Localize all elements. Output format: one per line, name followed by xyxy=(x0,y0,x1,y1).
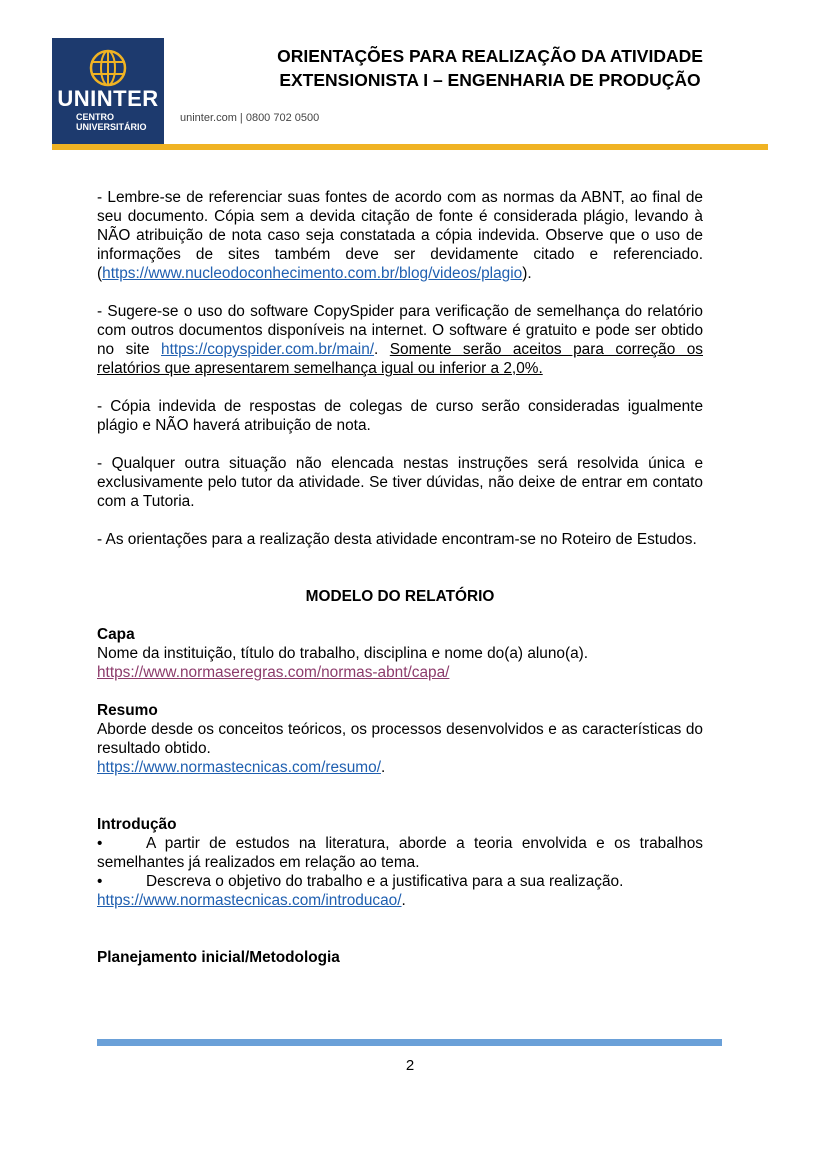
paragraph-copy-colleagues: - Cópia indevida de respostas de colegas de curso serão consideradas igualmente plágio e NÃO haverá atribuição de nota. xyxy=(97,398,703,434)
bullet-icon: • xyxy=(97,835,103,852)
header-divider xyxy=(52,144,768,150)
introducao-item-1-text: A partir de estudos na literatura, aborde a teoria envolvida e os trabalhos semelhantes já realizados em relação ao tema. xyxy=(97,835,703,871)
paragraph-other-situations: - Qualquer outra situação não elencada nestas instruções será resolvida única e exclusivamente pelo tutor da atividade. Se tiver dúvidas, não deixe de entrar em contato com a Tutoria. xyxy=(97,455,703,510)
introducao-item-2 xyxy=(97,872,703,891)
introducao-link-end: . xyxy=(401,892,406,909)
capa-link[interactable]: https://www.normaseregras.com/normas-abnt/capa/ xyxy=(97,664,450,681)
logo-sub-line-2: UNIVERSITÁRIO xyxy=(76,122,147,132)
globe-icon xyxy=(86,48,130,88)
similarity-rule-text: Somente serão aceitos para correção os relatórios que apresentarem semelhança igual ou inferior a 2,0%. xyxy=(97,341,703,377)
plagio-link[interactable]: https://www.nucleodoconhecimento.com.br/blog/videos/plagio xyxy=(102,265,523,282)
introducao-item-1 xyxy=(97,834,703,872)
page-number: 2 xyxy=(405,1057,415,1074)
model-heading: MODELO DO RELATÓRIO xyxy=(305,588,495,605)
introducao-heading: Introdução xyxy=(97,816,177,833)
paragraph-study-guide: - As orientações para a realização desta atividade encontram-se no Roteiro de Estudos. xyxy=(97,531,697,548)
footer-divider xyxy=(97,1039,722,1046)
resumo-link-end: . xyxy=(380,759,386,776)
paragraph-copyspider-mid: . xyxy=(374,341,390,358)
paragraph-copyspider xyxy=(97,302,703,378)
resumo-heading: Resumo xyxy=(97,702,158,719)
title-line-2: EXTENSIONISTA I – ENGENHARIA DE PRODUÇÃO xyxy=(279,70,701,90)
logo-subtitle xyxy=(76,112,147,132)
paragraph-references xyxy=(97,188,703,283)
copyspider-link[interactable]: https://copyspider.com.br/main/ xyxy=(161,341,375,358)
resumo-text: Aborde desde os conceitos teóricos, os processos desenvolvidos e as características do resultado obtido. xyxy=(97,721,703,757)
document-body xyxy=(97,188,703,967)
contact-info: uninter.com | 0800 702 0500 xyxy=(180,112,320,124)
title-line-1: ORIENTAÇÕES PARA REALIZAÇÃO DA ATIVIDADE xyxy=(277,46,703,66)
bullet-icon: • xyxy=(97,873,103,890)
paragraph-references-end: ). xyxy=(522,265,532,282)
document-title xyxy=(190,44,790,92)
introducao-item-2-text: Descreva o objetivo do trabalho e a justificativa para a sua realização. xyxy=(146,873,624,890)
paragraph-copyspider-text: - Sugere-se o uso do software CopySpider para verificação de semelhança do relatório com outros documentos disponíveis na internet. O software é gratuito e pode ser obtido no site xyxy=(97,303,703,358)
capa-heading: Capa xyxy=(97,626,135,643)
logo-name: UNINTER xyxy=(57,86,159,111)
logo-sub-line-1: CENTRO xyxy=(76,112,114,122)
paragraph-references-text: - Lembre-se de referenciar suas fontes de acordo com as normas da ABNT, ao final de seu documento. Cópia sem a devida citação de fonte é considerada plágio, levando à NÃO atribuição de nota caso seja constatada a cópia indevida. Observe que o uso de informações de sites também deve ser devidamente citado e referenciado. ( xyxy=(97,189,703,282)
capa-text: Nome da instituição, título do trabalho, disciplina e nome do(a) aluno(a). xyxy=(97,645,589,662)
planejamento-heading: Planejamento inicial/Metodologia xyxy=(97,949,340,966)
uninter-logo xyxy=(52,38,164,150)
resumo-link[interactable]: https://www.normastecnicas.com/resumo/ xyxy=(97,759,381,776)
introducao-link[interactable]: https://www.normastecnicas.com/introducao/ xyxy=(97,892,402,909)
